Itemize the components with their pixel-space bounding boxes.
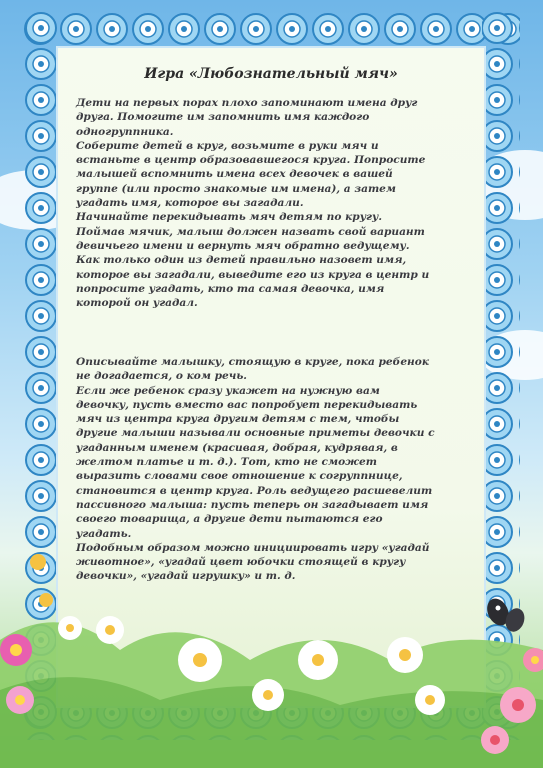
paragraph-variations: Описывайте малышку, стоящую в круге, пока ребенок не догадается, о ком речь. Если же ребенок сразу укажет на нужную вам девочку, пусть вместо вас попробует перекидывать мяч из центра круга другим детям с тем, чтобы другие малыши называли основные приметы девочки с угаданным именем (красивая, добрая, кудрявая, в желтом платье и т. д.). Тот, кто не сможет выразить словами свое отношение к согруппнице, становится в центр круга. Роль ведущего расшевелит пассивного малыша: пусть теперь он загадывает имя своего товарища, а другие дети пытаются его угадать. Подобным образом можно инициировать игру «угадай животное», «угадай цвет юбочки стоящей в кругу девочки», «угадай игрушку» и т. д. [76, 356, 435, 583]
document-title: Игра «Любознательный мяч» [144, 66, 398, 82]
paragraph-rules: Дети на первых порах плохо запоминают имена друг друга. Помогите им запомнить имя каждого одногруппника. Соберите детей в круг, возьмите в руки мяч и встаньте в центр образовавшегося круга. Попросите малышей вспомнить имена всех девочек в вашей группе (или просто знакомые им имена), а затем угадать имя, которое вы загадали. Начинайте перекидывать мяч детям по кругу. Поймав мячик, малыш должен назвать свой вариант девичьего имени и вернуть мяч обратно ведущему. Как только один из детей правильно назовет имя, которое вы загадали, выведите его из круга в центр и попросите угадать, кто та самая девочка, имя которой он угадал. [76, 97, 430, 310]
